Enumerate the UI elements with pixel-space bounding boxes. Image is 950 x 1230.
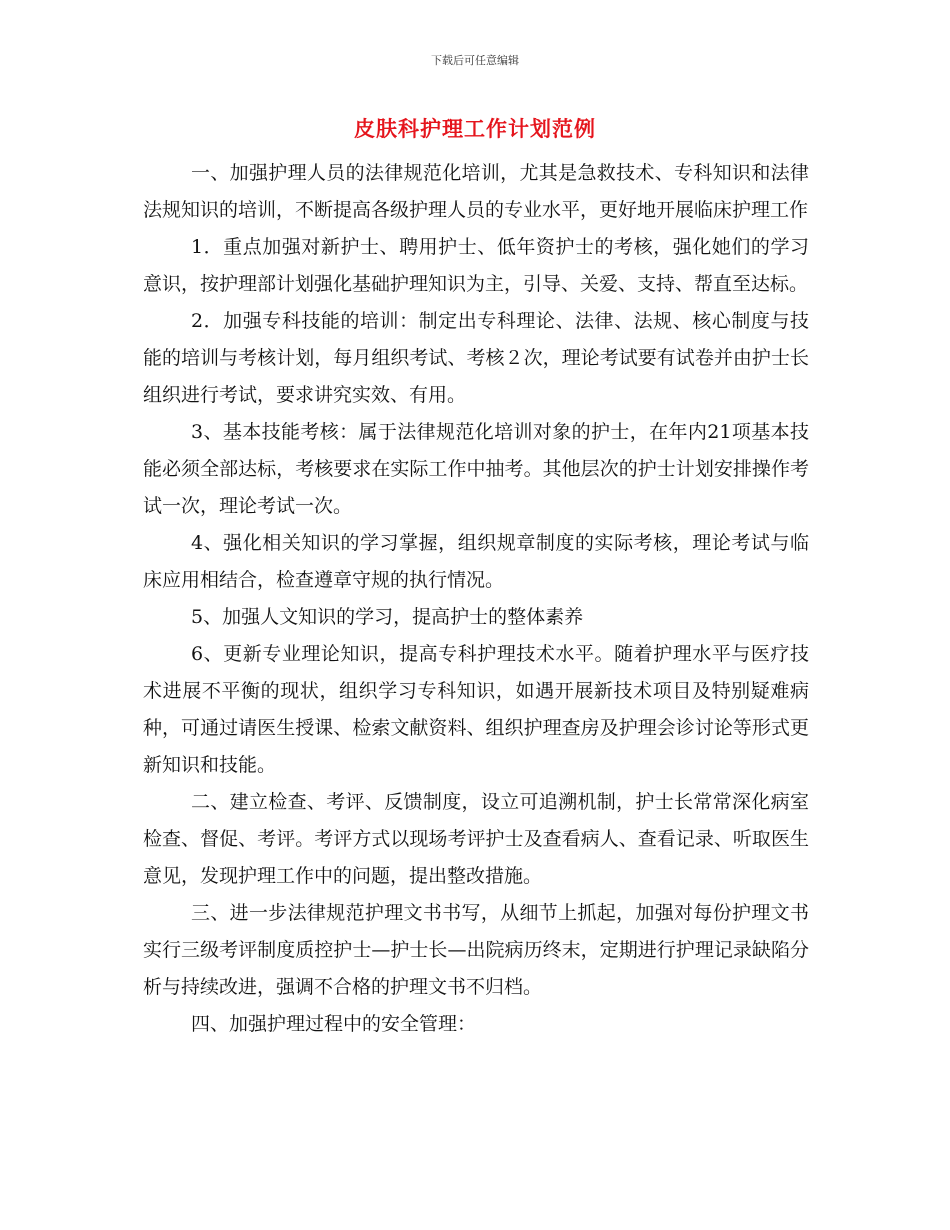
paragraph: 3、基本技能考核：属于法律规范化培训对象的护士，在年内21项基本技能必须全部达标，考核要求在实际工作中抽考。其他层次的护士计划安排操作考试一次，理论考试一次。: [143, 421, 809, 517]
paragraph: 6、更新专业理论知识，提高专科护理技术水平。随着护理水平与医疗技术进展不平衡的现状，组织学习专科知识，如遇开展新技术项目及特别疑难病种，可通过请医生授课、检索文献资料、组织护理查房及护理会诊讨论等形式更新知识和技能。: [143, 643, 809, 776]
paragraph: 二、建立检查、考评、反馈制度，设立可追溯机制，护士长常常深化病室检查、督促、考评。考评方式以现场考评护士及查看病人、查看记录、听取医生意见，发现护理工作中的问题，提出整改措施。: [143, 791, 809, 887]
paragraph: 2．加强专科技能的培训：制定出专科理论、法律、法规、核心制度与技能的培训与考核计划，每月组织考试、考核２次，理论考试要有试卷并由护士长组织进行考试，要求讲究实效、有用。: [143, 310, 809, 406]
document-body: [143, 155, 809, 1043]
paragraph: 四、加强护理过程中的安全管理：: [191, 1013, 477, 1035]
paragraph: 5、加强人文知识的学习，提高护士的整体素养: [191, 606, 584, 628]
page-header: 下载后可任意编辑: [431, 54, 519, 67]
paragraph: 1．重点加强对新护士、聘用护士、低年资护士的考核，强化她们的学习意识，按护理部计划强化基础护理知识为主，引导、关爱、支持、帮直至达标。: [143, 236, 809, 295]
paragraph: 4、强化相关知识的学习掌握，组织规章制度的实际考核，理论考试与临床应用相结合，检查遵章守规的执行情况。: [143, 532, 809, 591]
paragraph: 一、加强护理人员的法律规范化培训，尤其是急救技术、专科知识和法律法规知识的培训，不断提高各级护理人员的专业水平，更好地开展临床护理工作: [143, 162, 809, 221]
paragraph: 三、进一步法律规范护理文书书写，从细节上抓起，加强对每份护理文书实行三级考评制度质控护士—护士长—出院病历终末，定期进行护理记录缺陷分析与持续改进，强调不合格的护理文书不归档。: [143, 902, 809, 998]
document-title: 皮肤科护理工作计划范例: [354, 117, 596, 141]
